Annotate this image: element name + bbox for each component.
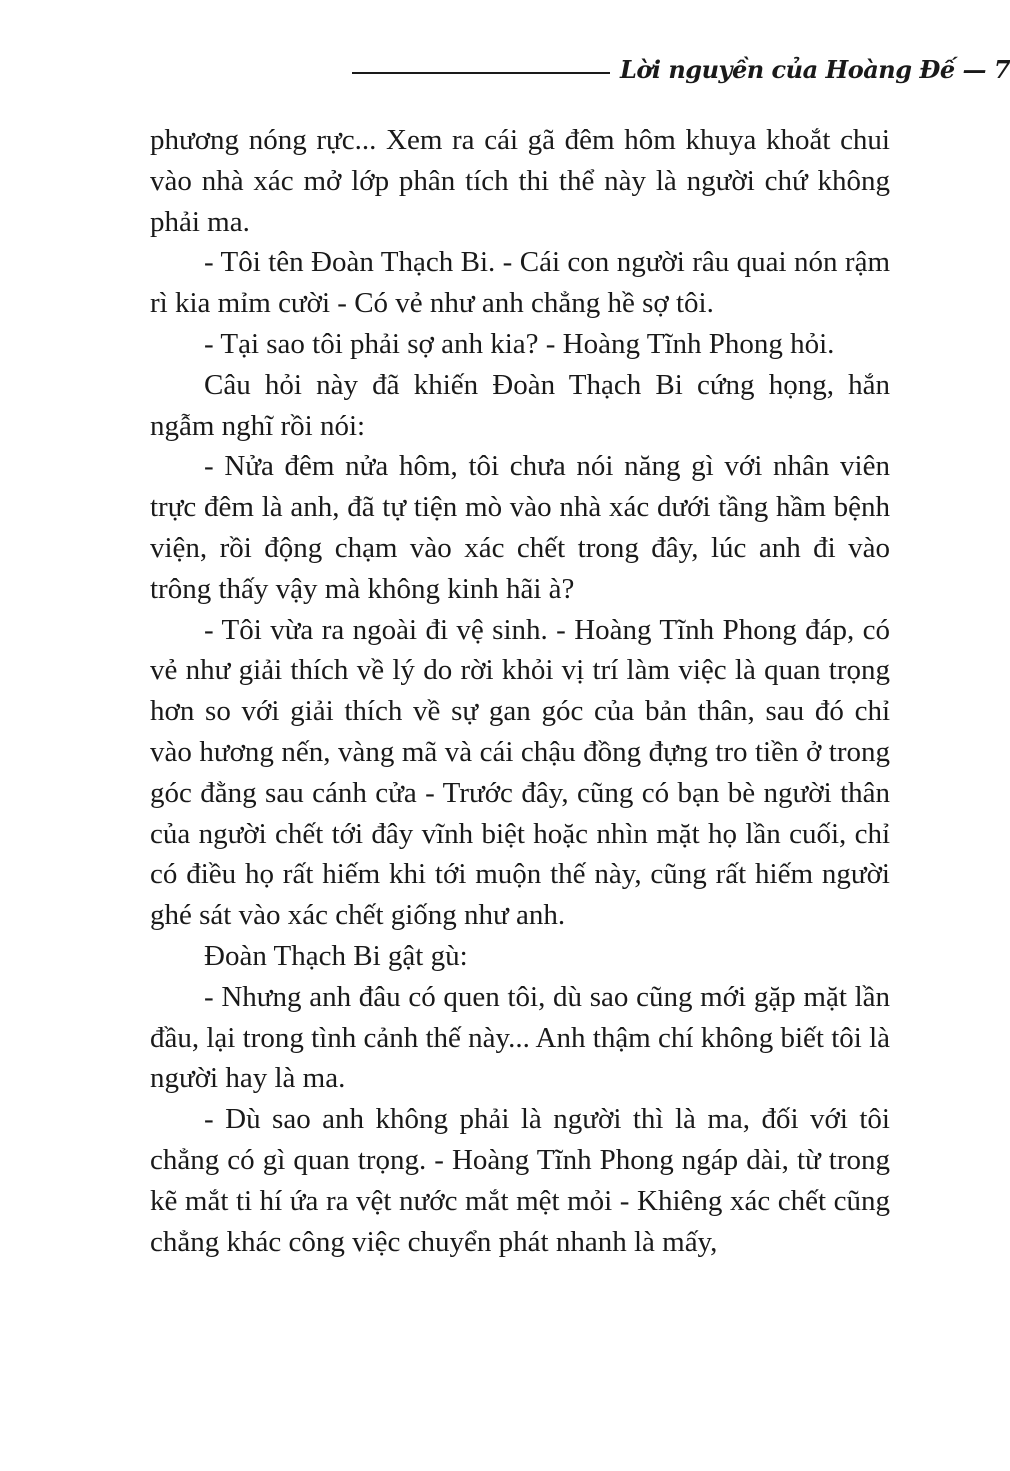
header-rule: [352, 72, 610, 74]
paragraph: Đoàn Thạch Bi gật gù:: [204, 939, 468, 972]
paragraph: - Tôi vừa ra ngoài đi vệ sinh. - Hoàng Tĩnh Phong đáp, có vẻ như giải thích về lý do rời khỏi vị trí làm việc là quan trọng hơn so với giải thích về sự gan góc của bản thân, sau đó chỉ vào hương nến, vàng mã và cái chậu đồng đựng tro tiền ở trong góc đằng sau cánh cửa - Trước đây, cũng có bạn bè người thân của người chết tới đây vĩnh biệt hoặc nhìn mặt họ lần cuối, chỉ có điều họ rất hiếm khi tới muộn thế này, cũng rất hiếm người ghé sát vào xác chết giống như anh.: [150, 613, 890, 932]
paragraph: - Nhưng anh đâu có quen tôi, dù sao cũng mới gặp mặt lần đầu, lại trong tình cảnh thế này... Anh thậm chí không biết tôi là người hay là ma.: [150, 980, 890, 1095]
paragraph: - Nửa đêm nửa hôm, tôi chưa nói năng gì với nhân viên trực đêm là anh, đã tự tiện mò vào nhà xác dưới tầng hầm bệnh viện, rồi động chạm vào xác chết trong đây, lúc anh đi vào trông thấy vậy mà không kinh hãi à?: [150, 450, 890, 605]
running-header: [352, 52, 1010, 92]
page-number: 7: [993, 55, 1010, 84]
paragraph: - Tôi tên Đoàn Thạch Bi. - Cái con người râu quai nón rậm rì kia mỉm cười - Có vẻ như anh chẳng hề sợ tôi.: [150, 246, 890, 320]
paragraph: Câu hỏi này đã khiến Đoàn Thạch Bi cứng họng, hắn ngẫm nghĩ rồi nói:: [150, 368, 890, 442]
page-body: [150, 120, 890, 1262]
running-title: Lời nguyền của Hoàng Đế: [620, 55, 955, 84]
header-title-line: [620, 55, 1010, 84]
paragraph: - Tại sao tôi phải sợ anh kia? - Hoàng Tĩnh Phong hỏi.: [204, 327, 835, 360]
paragraph-continued: phương nóng rực... Xem ra cái gã đêm hôm khuya khoắt chui vào nhà xác mở lớp phân tích thi thể này là người chứ không phải ma.: [150, 124, 890, 238]
header-dash: —: [954, 55, 994, 84]
paragraph: - Dù sao anh không phải là người thì là ma, đối với tôi chẳng có gì quan trọng. - Hoàng Tĩnh Phong ngáp dài, từ trong kẽ mắt ti hí ứa ra vệt nước mắt mệt mỏi - Khiêng xác chết cũng chẳng khác công việc chuyển phát nhanh là mấy,: [150, 1103, 890, 1258]
